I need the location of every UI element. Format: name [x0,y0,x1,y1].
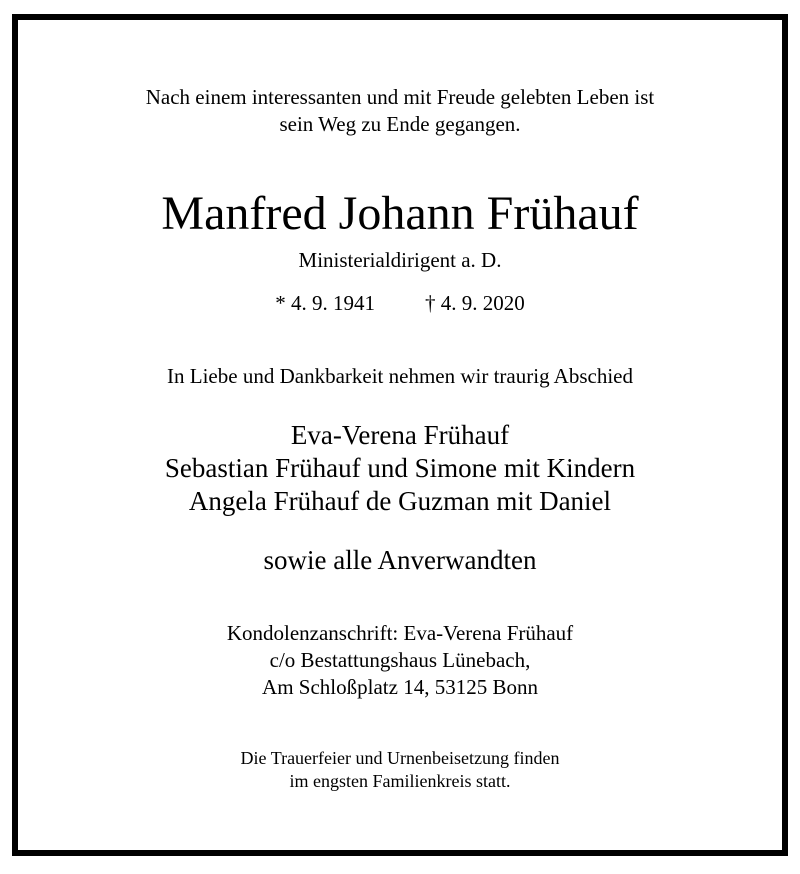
family-member-3: Angela Frühauf de Guzman mit Daniel [188,486,612,516]
birth-date: * 4. 9. 1941 [275,291,375,315]
relatives-line: sowie alle Anverwandten [263,545,537,575]
family-member-1: Eva-Verena Frühauf [290,420,510,450]
ceremony-line-1: Die Trauerfeier und Urnenbeisetzung finden [240,748,560,768]
life-dates [0,291,800,316]
farewell-text: In Liebe und Dankbarkeit nehmen wir traurig Abschied [167,364,633,388]
ceremony-line-2: im engsten Familienkreis statt. [289,771,511,791]
address-line-1: Kondolenzanschrift: Eva-Verena Frühauf [226,621,574,645]
deceased-title: Ministerialdirigent a. D. [298,248,502,272]
intro-line-1: Nach einem interessanten und mit Freude gelebten Leben ist [145,85,655,109]
family-member-2: Sebastian Frühauf und Simone mit Kindern [164,453,636,483]
address-line-3: Am Schloßplatz 14, 53125 Bonn [262,675,538,699]
deceased-name: Manfred Johann Frühauf [161,187,639,240]
address-line-2: c/o Bestattungshaus Lünebach, [269,648,531,672]
death-date: † 4. 9. 2020 [425,291,525,315]
intro-line-2: sein Weg zu Ende gegangen. [279,112,521,136]
